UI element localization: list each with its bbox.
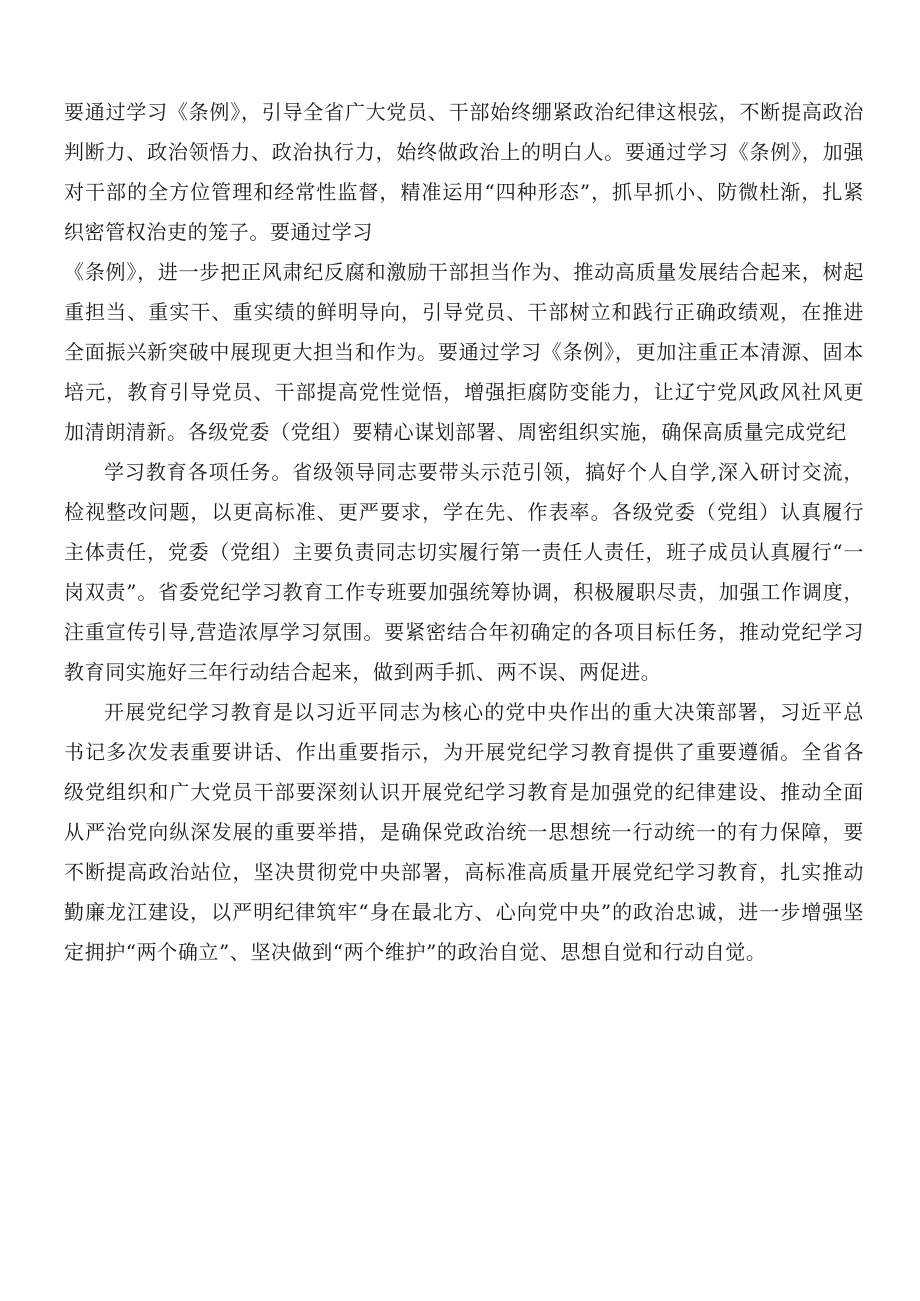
document-body [64,92,864,972]
paragraph-4: 开展党纪学习教育是以习近平同志为核心的党中央作出的重大决策部署，习近平总书记多次发表重要讲话、作出重要指示，为开展党纪学习教育提供了重要遵循。全省各级党组织和广大党员干部要深刻认识开展党纪学习教育是加强党的纪律建设、推动全面从严治党向纵深发展的重要举措，是确保党政治统一思想统一行动统一的有力保障，要不断提高政治站位，坚决贯彻党中央部署，高标准高质量开展党纪学习教育，扎实推动勤廉龙江建设，以严明纪律筑牢“身在最北方、心向党中央”的政治忠诚，进一步增强坚定拥护“两个确立”、坚决做到“两个维护”的政治自觉、思想自觉和行动自觉。 [64,700,864,964]
paragraph-3: 学习教育各项任务。省级领导同志要带头示范引领，搞好个人自学,深入研讨交流，检视整改问题，以更高标准、更严要求，学在先、作表率。各级党委（党组）认真履行主体责任，党委（党组）主要负责同志切实履行第一责任人责任，班子成员认真履行“一岗双责”。省委党纪学习教育工作专班要加强统筹协调，积极履职尽责，加强工作调度，注重宣传引导,营造浓厚学习氛围。要紧密结合年初确定的各项目标任务，推动党纪学习教育同实施好三年行动结合起来，做到两手抓、两不误、两促进。 [64,460,864,684]
paragraph-2: 《条例》，进一步把正风肃纪反腐和激励干部担当作为、推动高质量发展结合起来，树起重担当、重实干、重实绩的鲜明导向，引导党员、干部树立和践行正确政绩观，在推进全面振兴新突破中展现更大担当和作为。要通过学习《条例》，更加注重正本清源、固本培元，教育引导党员、干部提高党性觉悟，增强拒腐防变能力，让辽宁党风政风社风更加清朗清新。各级党委（党组）要精心谋划部署、周密组织实施，确保高质量完成党纪 [64,260,864,444]
paragraph-1: 要通过学习《条例》，引导全省广大党员、干部始终绷紧政治纪律这根弦，不断提高政治判断力、政治领悟力、政治执行力，始终做政治上的明白人。要通过学习《条例》，加强对干部的全方位管理和经常性监督，精准运用“四种形态”，抓早抓小、防微杜渐，扎紧织密管权治吏的笼子。要通过学习 [64,100,864,244]
